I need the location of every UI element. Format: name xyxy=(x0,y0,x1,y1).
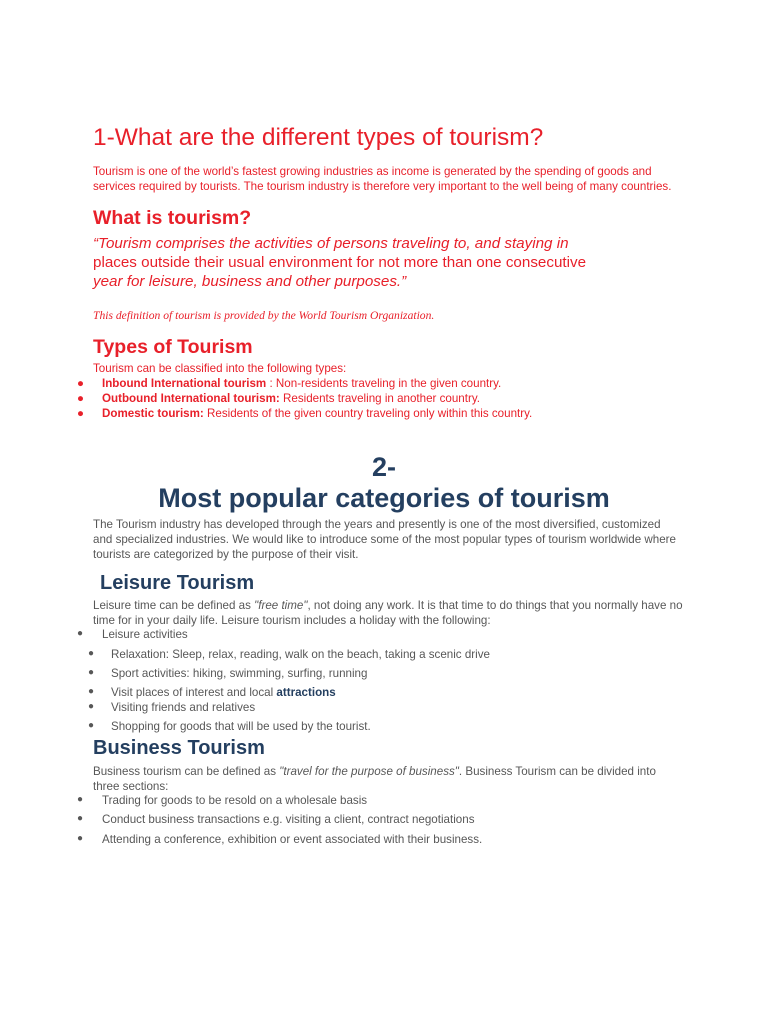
bullet-dot-icon: ● xyxy=(88,720,95,731)
type-term: Domestic tourism: xyxy=(102,407,204,420)
quote-line-3: year for leisure, business and other purposes.” xyxy=(93,273,407,290)
list-item xyxy=(77,391,717,406)
bullet-dot-icon: ● xyxy=(77,794,84,805)
type-desc: Residents traveling in another country. xyxy=(283,392,480,405)
bullet-dot-icon: ● xyxy=(77,407,85,420)
business-quote: "travel for the purpose of business" xyxy=(279,765,459,778)
types-intro: Tourism can be classified into the following types: xyxy=(93,362,347,375)
document-page: 1-What are the different types of tourism? Tourism is one of the world’s fastest growing industries as income is generated by the spending of goods and services required by tourists. The tourism industry is therefore very important to the well being of many countries. What is tourism? “Tourism comprises the activities of persons traveling to, and staying in places outside their usual environment for not more than one consecutive year for leisure, business and other purposes.” This definition of tourism is provided by the World Tourism Organization. Types of Tourism Tourism can be classified into the following types: ● Inbound International tourism : Non-residents traveling in the given country. ● Outbound International tourism: Residents traveling in another country. ● Domestic tourism: Residents of the given country traveling only within this country. 2- Most popular categories of tourism The Tourism industry has developed through the years and presently is one of the most diversified, customized and specialized industries. We would like to introduce some of the most popular types of tourism worldwide where tourists are categorized by the purpose of their visit. Leisure Tourism Leisure time can be defined as "free time", not doing any work. It is that time to do things that you normally have no time for in your daily life. Leisure tourism includes a holiday with the following: ● Leisure activities ● Relaxation: Sleep, relax, reading, walk on the beach, taking a scenic drive ● Sport activities: hiking, swimming, surfing, running ● Visit places of interest and local attractions ● Visiting friends and relatives ● Shopping for goods that will be used by the tourist. Business Tourism Business tourism can be defined as "travel for the purpose of business". Business Tourism can be divided into three sections: ● Trading for goods to be resold on a wholesale basis ● Conduct business transactions e.g. visiting a client, contract negotiations ● Attending a conference, exhibition or event associated with their business. xyxy=(0,0,768,1024)
list-item xyxy=(77,406,717,421)
tourism-definition-quote xyxy=(93,234,693,291)
leisure-paragraph: Leisure time can be defined as "free time", not doing any work. It is that time to do things that you normally have no time for in your daily life. Leisure tourism includes a holiday with the following: xyxy=(93,599,683,627)
quote-line-1: “Tourism comprises the activities of persons traveling to, and staying in xyxy=(93,235,569,252)
bullet-dot-icon: ● xyxy=(88,686,95,697)
leisure-tourism-heading: Leisure Tourism xyxy=(100,572,255,594)
type-desc: Residents of the given country traveling only within this country. xyxy=(207,407,533,420)
bullet-dot-icon: ● xyxy=(77,377,85,390)
list-item: ● Inbound International tourism : Non-residents traveling in the given country. xyxy=(77,377,502,390)
quote-line-2: places outside their usual environment for not more than one consecutive xyxy=(93,254,587,271)
bullet-dot-icon: ● xyxy=(88,648,95,659)
bullet-dot-icon: ● xyxy=(77,833,84,844)
bullet-dot-icon: ● xyxy=(88,667,95,678)
what-is-tourism-heading: What is tourism? xyxy=(93,207,252,229)
free-time-quote: "free time" xyxy=(254,599,308,612)
bullet-dot-icon: ● xyxy=(88,701,95,712)
section1-title: 1-What are the different types of tourism? xyxy=(93,124,544,151)
types-of-tourism-heading: Types of Tourism xyxy=(93,336,253,358)
type-term: Inbound International tourism xyxy=(102,377,267,390)
business-tourism-heading: Business Tourism xyxy=(93,737,265,759)
attractions-link-text: attractions xyxy=(276,686,336,699)
section2-title: Most popular categories of tourism xyxy=(158,483,610,513)
section2-intro: The Tourism industry has developed through the years and presently is one of the most diversified, customized and specialized industries. We would like to introduce some of the most popular types of tourism worldwide where tourists are categorized by the purpose of their visit. xyxy=(93,518,676,561)
bullet-dot-icon: ● xyxy=(77,813,84,824)
bullet-dot-icon: ● xyxy=(77,628,84,639)
type-desc: Non-residents traveling in the given country. xyxy=(275,377,502,390)
definition-source-note: This definition of tourism is provided by the World Tourism Organization. xyxy=(93,309,435,322)
bullet-dot-icon: ● xyxy=(77,392,85,405)
type-term: Outbound International tourism: xyxy=(102,392,280,405)
section2-number: 2- xyxy=(371,452,396,482)
section1-intro: Tourism is one of the world’s fastest growing industries as income is generated by the spending of goods and services required by tourists. The tourism industry is therefore very important to the well being of many countries. xyxy=(93,165,672,193)
types-list xyxy=(77,376,717,421)
business-paragraph: Business tourism can be defined as "travel for the purpose of business". Business Tourism can be divided into three sections: xyxy=(93,765,656,793)
